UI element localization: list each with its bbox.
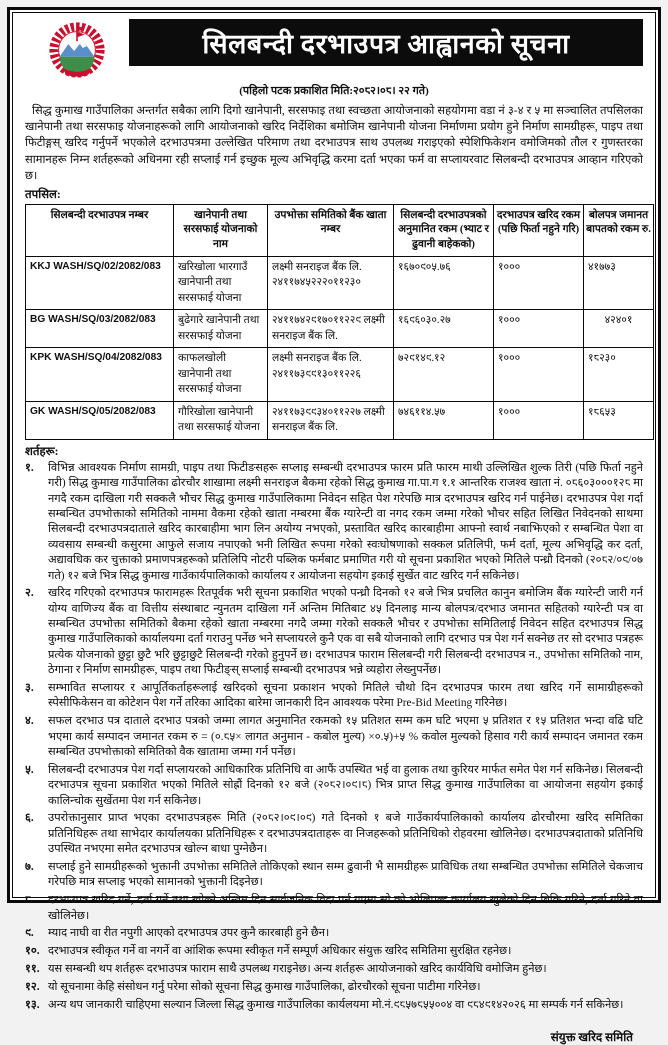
bid-bond-amount: ४१७७३ — [584, 256, 654, 310]
col-header-bank-account: उपभोक्ता समितिको बैंक खाता नम्बर — [268, 204, 394, 256]
col-header-bid-bond: बोलपत्र जमानत बापतको रकम रु. — [584, 204, 654, 256]
table-row — [26, 348, 654, 402]
publication-date: (पहिलो पटक प्रकाशित मिति:२०८२।०८। २२ गते) — [239, 85, 429, 97]
term-number: ४. — [25, 715, 34, 728]
purchase-fee: १००० — [494, 401, 584, 439]
bank-account: लक्ष्मी सनराइज बैंक लि. २४११७४५२२२०११२३० — [268, 256, 394, 310]
term-text: सिलबन्दी दरभाउपत्र पेश गर्दा सप्लायरको आधिकारिक प्रतिनिधि वा आफैं उपस्थित भई वा हुलाक तथा कुरियर मार्फत समेत पेश गर्न सकिनेछ। सिलबन्दी दरभाउपत्र सूचना प्रकाशित भएको मितिले सोह्रौं दिनको १२ बजे (२०८२।०९।८) भित्र प्राप्त सिद्ध कुमाख गाउँपालिका वा आयोजना सहयोग इकाई कालिन्चोक सुर्खेतमा पेश गर्न सकिनेछ। — [48, 763, 643, 807]
term-number: ९. — [25, 927, 34, 940]
term-number: ५. — [25, 763, 34, 776]
term-text: उपरोक्तानुसार प्राप्त भएका दरभाउपत्रहरू मिति (२०८२।०९।०९) गते दिनको १ बजे गाउँकार्यपालिकाको कार्यालय ढोरचौरमा खरिद समितिका प्रतिनिधिहरू तथा साभेदार कार्यालयका प्रतिनिधिहरू र दरभाउपत्रदाताहरू वा निजहरूको प्रतिनिधिको रोहवरमा खोलिनेछ। दरभाउपत्रदाताको प्रतिनिधि उपस्थित नभएमा समेत दरभाउपत्र खोल्न बाधा पुग्नेछैन। — [48, 812, 643, 856]
term-text: सप्लाई हुने सामग्रीहरूको भुक्तानी उपभोक्ता समितिले तोकिएको स्थान सम्म ढुवानी भै सामग्रीहरू प्राविधिक तथा सम्बन्धित उपभोक्ता समितिले चेकजाच गरेपछि मात्र सप्लाइ भएको सामानको भुक्तानी दिइनेछ। — [48, 860, 643, 889]
nepal-emblem-icon — [46, 18, 108, 80]
term-item-5 — [25, 763, 643, 809]
tender-number: KPK WASH/SQ/04/2082/083 — [26, 348, 174, 402]
col-header-estimated-amount: सिलबन्दी दरभाउपत्रको अनुमानित रकम (भ्याट र ढुवानी बाहेकको) — [394, 204, 494, 256]
terms-list — [25, 461, 643, 1013]
col-header-scheme-name: खानेपानी तथा सरसफाई योजनाको नाम — [174, 204, 268, 256]
term-text: यो सूचनामा केहि संसोधन गर्नु परेमा सोको सूचना सिद्ध कुमाख गाउँपालिका, ढोरचौरको सूचना पाटीमा गरिनेछ। — [48, 980, 481, 993]
term-number: १२. — [25, 980, 40, 993]
notice-sheet — [7, 7, 661, 1045]
col-header-purchase-fee: दरभाउपत्र खरिद रकम (पछि फिर्ता नहुने गरि) — [494, 204, 584, 256]
term-text: दरभाउपत्र खरिद गर्ने, दर्ता गर्ने तथा खोल्ने अन्तिम दिन सार्वजनिक विदा पर्न गएमा सो को भोलिपल्ट कार्यालय खुलेको दिन बिक्रि गरिने, दर्ता गरिने वा खोलिनेछ। — [48, 894, 643, 922]
scheme-name: बुढेगारे खानेपानी तथा सरसफाई योजना — [174, 310, 268, 348]
bank-account: लक्ष्मी सनराइज बैंक लि. २४११७३९९१३०११२२६ — [268, 348, 394, 402]
estimated-amount: १६९६०३०.२७ — [394, 310, 494, 348]
term-text: खरिद गरिएको दरभाउपत्र फारामहरू रितपूर्वक भरी सूचना प्रकाशित भएको पन्ध्रौ दिनको १२ बजे भित्र प्रचलित कानुन बमोजिम बैंक ग्यारेन्टी जारी गर्न योग्य वाणिज्य बैंक वा वित्तीय संस्थाबाट न्युनतम दाखिला गर्ने अन्तिम मितिबाट ४५ दिनलाइ मान्य बोलपत्र/दरभाउ जमानत सहितको ग्यारेन्टी पत्र वा सम्बन्धित उपभोक्ता समितिको बैकमा रहेको खाता नम्बरमा नगदै जम्मा गरेको सक्कलै भौचर र उपभोक्ता समितिलाई निवेदन सहित दरभाउपत्र सिद्ध कुमाख गाउँपालिकाको कार्यालयमा दर्ता गराउनु पर्नेछ भने सप्लायरले कुनै एक वा सबै योजनाको लागि दरभाउ पत्र पेश गर्न सक्नेछ तर सो दरभाउ पत्रहरू प्रत्येक योजनाको छुट्टा छुटै भरि छुट्टाछुटै सिलबन्दी गरेको हुनुपर्ने छ। दरभाउपत्र फाराम सिलबन्दी गरी सिलबन्दी दरभाउपत्र न., उपभोक्ता समितिको नाम, ठेगाना र निर्माण सामग्रीहरू, पाइप तथा फिटीङ्स् सप्लाई सम्बन्धी दरभाउपत्र भन्ने व्यहोरा लेख्नुपर्नेछ। — [48, 587, 643, 677]
term-item-1 — [25, 461, 643, 584]
notice-inner-border — [12, 12, 656, 1045]
term-item-11 — [25, 962, 643, 977]
term-text: सफल दरभाउ पत्र दाताले दरभाउ पत्रको जम्मा लागत अनुमानित रकमको १५ प्रतिशत सम्म कम घटि भएमा ५ प्रतिशत र १५ प्रतिशत भन्दा वढि घटि भएमा कार्य सम्पादन जमानत रकम रु = (०.८५× लागत अनुमान - कबोल मुल्य) ×०.५)+५ % कवोल मुल्यको हिसाव गरी कार्य सम्पादन जमानत रकम सम्बन्धित उपभोक्ताको समितिको वैक खातामा जम्मा गर्न पर्नेछ। — [48, 715, 643, 758]
estimated-amount: ७२९१४९.१२ — [394, 348, 494, 402]
term-item-13 — [25, 998, 643, 1013]
scheme-name: गौरिखोला खानेपानी तथा सरसफाई योजना — [174, 401, 268, 439]
nepal-emblem-logo — [25, 18, 129, 80]
term-item-3 — [25, 681, 643, 712]
term-text: सम्भावित सप्लायर र आपूर्तिकर्ताहरूलाई खरिदको सूचना प्रकाशन भएको मितिले चौथो दिन दरभाउपत्र फारम तथा खरिद गर्ने सामाग्रीहरूको स्पेसीफिकेसन वा कोटेशन पेश गर्ने तरिका आदिका बारेमा जानकारी दिन आवश्यक परेमा Pre-Bid Meeting गरिनेछ। — [48, 682, 643, 710]
table-row — [26, 256, 654, 310]
term-item-9 — [25, 926, 643, 941]
page-title: सिलबन्दी दरभाउपत्र आह्वानको सूचना — [202, 29, 570, 59]
tender-number: BG WASH/SQ/03/2082/083 — [26, 310, 174, 348]
signature-committee: संयुक्त खरिद समिति — [550, 1030, 633, 1045]
col-header-tender-number: सिलबन्दी दरभाउपत्र नम्बर — [26, 204, 174, 256]
scheme-name: खरिखोला भारगाउँ खानेपानी तथा सरसफाई योजना — [174, 256, 268, 310]
tender-number: GK WASH/SQ/05/2082/083 — [26, 401, 174, 439]
term-item-8 — [25, 893, 643, 924]
term-text: म्याद नाघी वा रीत नपुगी आएको दरभाउपत्र उपर कुनै कारबाही हुने छैन। — [48, 927, 330, 940]
term-item-12 — [25, 980, 643, 995]
term-number: १०. — [25, 945, 40, 958]
bid-bond-amount: ४२४०१ — [584, 310, 654, 348]
term-item-4 — [25, 714, 643, 760]
term-text: अन्य थप जानकारी चाहिएमा सल्यान जिल्ला सिद्ध कुमाख गाउँपालिका कार्यलयमा मो.नं.९८५७८५५००४ वा ९८४९१४२०२६ मा सम्पर्क गर्न सकिनेछ। — [48, 998, 624, 1011]
header — [25, 18, 643, 80]
term-number: १३. — [25, 998, 40, 1011]
term-number: ११. — [25, 963, 40, 976]
term-number: २. — [25, 587, 34, 600]
scheme-name: काफलखोली खानेपानी तथा सरसफाई योजना — [174, 348, 268, 402]
term-item-2 — [25, 586, 643, 678]
purchase-fee: १००० — [494, 310, 584, 348]
term-number: ७. — [25, 860, 34, 873]
term-number: ८. — [25, 894, 34, 907]
term-number: ३. — [25, 682, 34, 695]
tender-number: KKJ WASH/SQ/02/2082/083 — [26, 256, 174, 310]
tender-table — [25, 204, 654, 440]
term-text: विभिन्न आवश्यक निर्माण सामग्री, पाइप तथा फिटीङसहरू सप्लाइ सम्बन्धी दरभाउपत्र फारम प्रति फारम माथी उल्लिखित शुल्क तिरी (पछि फिर्ता नहुने गरी) सिद्ध कुमाख गाउँपालिका ढोरचौर शाखामा लक्ष्मी सनराइज बैकमा रहेको सिद्ध कुमाख गा.पा.ग १.१ आन्तरिक राजश्व खाता नं. ०८६०३०००१२८ मा नगदै रकम दाखिला गरी सक्कलै भौचर सिद्ध कुमाख गाउँपालिकामा निवेदन सहित पेश गरेपछि मात्र दरभाउपत्र खरिद गर्न पाईनेछ। दरभाउपत्र पेश गर्दा सम्बन्धित उपभोक्ताको समितिको नाममा वैकमा रहेको खाता नम्बरमा बैंक ग्यारेन्टी वा नगद रकम जम्मा गरेको भौचर सहित लिखित निवेदनको साथमा सिलबन्दी दरभाउपत्रदाताले खरिद कारबाहीमा भाग लिन अयोग्य नभएको, प्रस्तावित खरिद कारबाहीमा आफ्नो स्वार्थ नबाझिएको र सम्बन्धित पेशा वा व्यवसाय सम्बन्धी कसुरमा आफुले सजाय नपाएको भनी लिखित रूपमा गरेको स्वःघोषणाको सक्कल प्रतिलिपी, फर्म दर्ता, मूल्य अभिवृद्धि कर दर्ता, अद्यावधिक कर चुक्ताको प्रमाणपत्रहरूको प्रतिलिपि नोटरी पब्लिक फर्मबाट प्रमाणित गरी यो सूचना प्रकाशित भएको मितिले पन्ध्रौ दिनको (२०८२/०९/०७ गते) १२ बजे भित्र सिद्ध कुमाख गाउँकार्यपालिकाको कार्यालय र आयोजना सहयोग इकाई सुर्खेत वाट खरिद गर्न सकिनेछ। — [48, 461, 643, 582]
title-bar — [129, 19, 643, 66]
term-number: १. — [25, 461, 34, 474]
purchase-fee: १००० — [494, 348, 584, 402]
term-item-7 — [25, 860, 643, 891]
term-item-10 — [25, 944, 643, 959]
estimated-amount: १६७०९०५.७६ — [394, 256, 494, 310]
purchase-fee: १००० — [494, 256, 584, 310]
table-row — [26, 401, 654, 439]
term-number: ६. — [25, 812, 34, 825]
term-text: यस सम्बन्धी थप शर्तहरू दरभाउपत्र फाराम साथै उपलब्ध गराइनेछ। अन्य शर्तहरू आयोजनाको खरिद कार्यविधि वमोजिम हुनेछ। — [48, 963, 547, 976]
bank-account: २४११७४२९१७०११२२९ लक्ष्मी सनराइज बैंक लि. — [268, 310, 394, 348]
table-header-row — [26, 204, 654, 256]
table-row — [26, 310, 654, 348]
bid-bond-amount: १८६५३ — [584, 401, 654, 439]
term-item-6 — [25, 811, 643, 857]
estimated-amount: ७४६११४.५७ — [394, 401, 494, 439]
bid-bond-amount: १८२३० — [584, 348, 654, 402]
bank-account: २४११७३९९३४०११२२७ लक्ष्मी सनराइज बैंक लि. — [268, 401, 394, 439]
intro-paragraph: सिद्ध कुमाख गाउँपालिका अन्तर्गत सबैका लागि दिगो खानेपानी, सरसफाइ तथा स्वच्छता आयोजनाको सहयोगमा वडा नं ३-४ र ५ मा सञ्चालित तपसिलका खानेपानी तथा सरसफाइ योजनाहरूको लागि आयोजनाको खरिद निर्देशिका बमोजिम खानेपानी योजना निर्माणमा प्रयोग हुने निर्माण सामग्रीहरू, पाइप तथा फिटीङ्गस् खरिद गर्नुपर्ने भएकोले दरभाउपत्रमा उल्लेखित परिमाण तथा दरभाउपत्र साथ उपलब्ध गराइएको स्पेशिफिकेशन वमोजिमको तौल र गुणस्तरका सामानहरू निम्न शर्तहरूको अधिनमा रही सप्लाई गर्न इच्छुक मूल्य अभिवृद्धि करमा दर्ता भएका फर्म वा सप्लायरवाट सिलबन्दी दरभाउपत्र आव्हान गरिएको छ। — [25, 105, 643, 182]
term-text: दरभाउपत्र स्वीकृत गर्ने वा नगर्ने वा आंशिक रूपमा स्वीकृत गर्ने सम्पूर्ण अधिकार संयुक्त खरिद समितिमा सुरक्षित रहनेछ। — [48, 945, 512, 958]
terms-label: शर्तहरू: — [25, 444, 59, 458]
tapasil-label: तपसिल: — [25, 187, 61, 201]
